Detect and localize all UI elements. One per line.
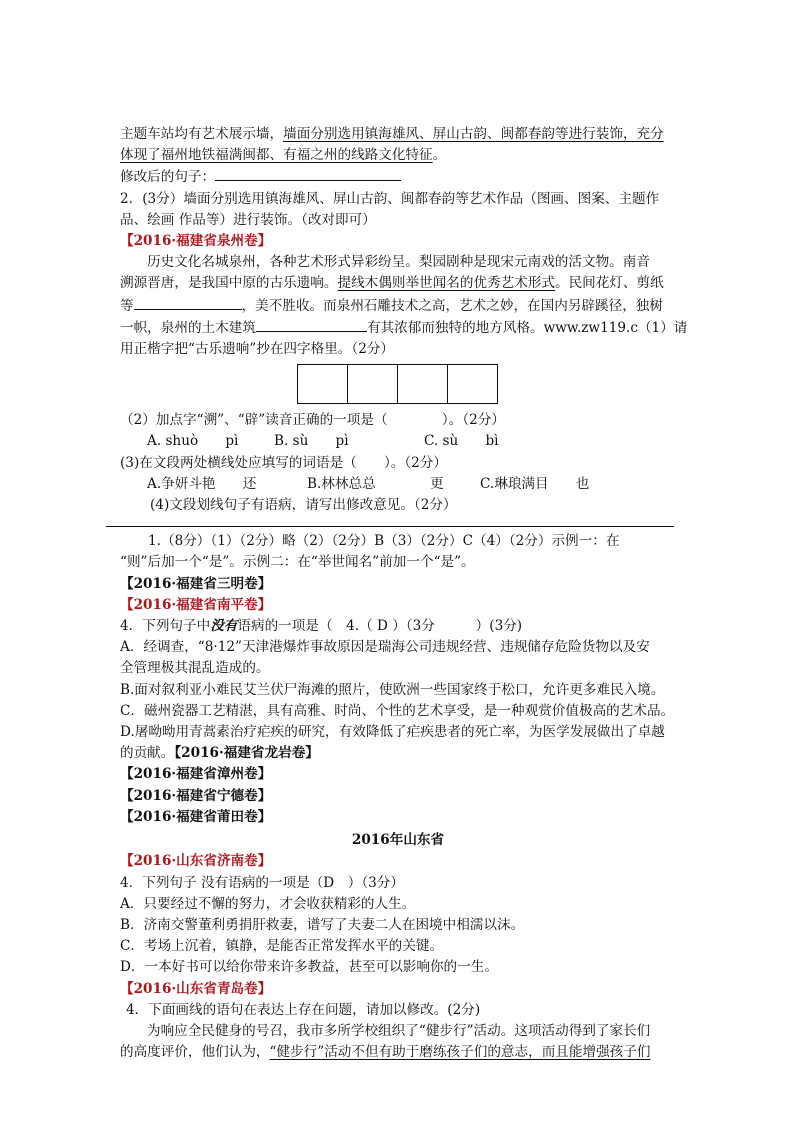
option-a: A．经调查，“8·12”天津港爆炸事故原因是瑞海公司违规经营、违规储存危险货物以及安 [120,639,650,656]
fill-blank-1[interactable] [134,295,242,310]
question-line: (4)文段划线句子有语病，请写出修改意见。（2分） [150,497,457,514]
question-line: 4．下列句子 没有语病的一项是（D ）（3分） [120,874,404,891]
option-b: B.面对叙利亚小难民艾兰伏尸海滩的照片，使欧洲一些国家终于松口，允许更多难民入境。 [120,681,665,698]
option-c: C. sù bì [424,433,499,450]
options-line [120,474,676,495]
answer-blank[interactable] [215,166,401,181]
underlined-sentence: “健步行”活动不但有助于磨练孩子们的意志，而且能增强孩子们 [269,1044,651,1061]
province-title: 2016年山东省 [351,832,445,849]
section-heading-ningde: 【2016·福建省宁德卷】 [120,787,272,804]
section-heading-quanzhou: 【2016·福建省泉州卷】 [120,233,272,250]
emphasis-text: 没有 [210,618,238,635]
section-heading-qingdao: 【2016·山东省青岛卷】 [120,980,272,997]
four-character-grid[interactable] [297,364,498,404]
divider [106,526,674,527]
option-c: C．磁州瓷器工艺精湛，具有高雅、时尚、个性的艺术享受，是一种观赏价值极高的艺术品。 [120,702,675,719]
section-heading-nanping: 【2016·福建省南平卷】 [120,596,272,613]
text-line: 等 ，美不胜收。而泉州石雕技术之高，艺术之妙，在国内另辟蹊径，独树 [120,295,676,317]
underlined-sentence: 墙面分别选用镇海雄风、屏山古韵、闽都春韵等进行装饰，充分 [283,126,664,142]
text-line: 的高度评价，他们认为，“健步行”活动不但有助于磨练孩子们的意志，而且能增强孩子们 [120,1044,651,1061]
option-d: D.屠呦呦用青蒿素治疗疟疾的研究，有效降低了疟疾患者的死亡率，为医学发展做出了卓越 [120,724,665,741]
document-page [120,124,688,1063]
option-c: C．考场上沉着，镇静，是能否正常发挥水平的关键。 [120,938,444,955]
option-a: A. shuò pì [147,433,239,450]
option-a-cont: 全管理极其混乱造成的。 [120,660,270,677]
text-line: 体现了福州地铁福满闽都、有福之州的线路文化特征。 [120,147,447,164]
answer-line: 1.（8分）（1）（2分）略（2）（2分）B（3）（2分）C（4）（2分）示例一：在 [148,533,620,550]
question-line: 4．下列句子中没有语病的一项是（ 4.（ D ）（3分 ）(3分) [120,618,523,635]
answer-line: “则”后加一个“是”。示例二：在“举世闻名”前加一个“是”。 [120,554,475,571]
fix-line: 修改后的句子： [120,166,676,188]
text-line: 历史文化名城泉州，各种艺术形式异彩纷呈。梨园剧种是现宋元南戏的活文物。南音 [147,254,650,271]
options-line [120,431,676,452]
text-line: 主题车站均有艺术展示墙，墙面分别选用镇海雄风、屏山古韵、闽都春韵等进行装饰，充分 [120,126,664,142]
option-a: A．只要经过不懈的努力，才会收获精彩的人生。 [120,895,416,912]
option-b: B. sù pì [274,433,349,450]
underlined-sentence: 体现了福州地铁福满闽都、有福之州的线路文化特征 [120,147,433,164]
grid-cell[interactable] [448,365,497,403]
fill-blank-2[interactable] [256,317,367,332]
section-heading-putian: 【2016·福建省莆田卷】 [120,808,272,825]
question-line: 4．下面画线的语句在表达上存在问题，请加以修改。(2分) [126,1001,481,1018]
underlined-sentence: 提线木偶则举世闻名的优秀艺术形式 [337,275,555,292]
text-line: 为响应全民健身的号召，我市多所学校组织了“健步行”活动。这项活动得到了家长们 [147,1022,651,1039]
question-line: （2）加点字“溯”、“辟”读音正确的一项是（ ）。（2分） [120,412,505,429]
text-line: 溯源晋唐，是我国中原的古乐遗响。提线木偶则举世闻名的优秀艺术形式。民间花灯、剪纸 [120,275,664,292]
question-line: (3)在文段两处横线处应填写的词语是（ ）。（2分） [120,454,447,471]
option-b: B.林林总总 更 [307,475,444,492]
section-heading-longyan: 【2016·福建省龙岩卷】 [174,745,319,762]
section-heading-jinan: 【2016·山东省济南卷】 [120,853,272,870]
grid-cell[interactable] [398,365,448,403]
grid-cell[interactable] [298,365,348,403]
text-line: 一帜，泉州的土木建筑 有其浓郁而独特的地方风格。www.zw119.c（1）请 [120,317,676,339]
option-b: B．济南交警董利勇捐肝救妻，谱写了夫妻二人在困境中相濡以沫。 [120,916,525,933]
answer-line: 品、绘画 作品等）进行装饰。（改对即可） [120,211,376,228]
section-heading-sanming: 【2016·福建省三明卷】 [120,575,272,592]
section-heading-zhangzhou: 【2016·福建省漳州卷】 [120,766,272,783]
option-c: C.琳琅满目 也 [480,475,590,492]
answer-line: 2．(3分）墙面分别选用镇海雄风、屏山古韵、闽都春韵等艺术作品（图画、图案、主题作 [120,190,660,207]
option-d: D．一本好书可以给你带来许多教益，甚至可以影响你的一生。 [120,959,498,976]
text-line: 用正楷字把“古乐遗响”抄在四字格里。（2分） [120,341,395,358]
grid-cell[interactable] [348,365,398,403]
option-a: A.争妍斗艳 还 [147,475,257,492]
option-d-cont: 的贡献。【2016·福建省龙岩卷】 [120,745,319,762]
